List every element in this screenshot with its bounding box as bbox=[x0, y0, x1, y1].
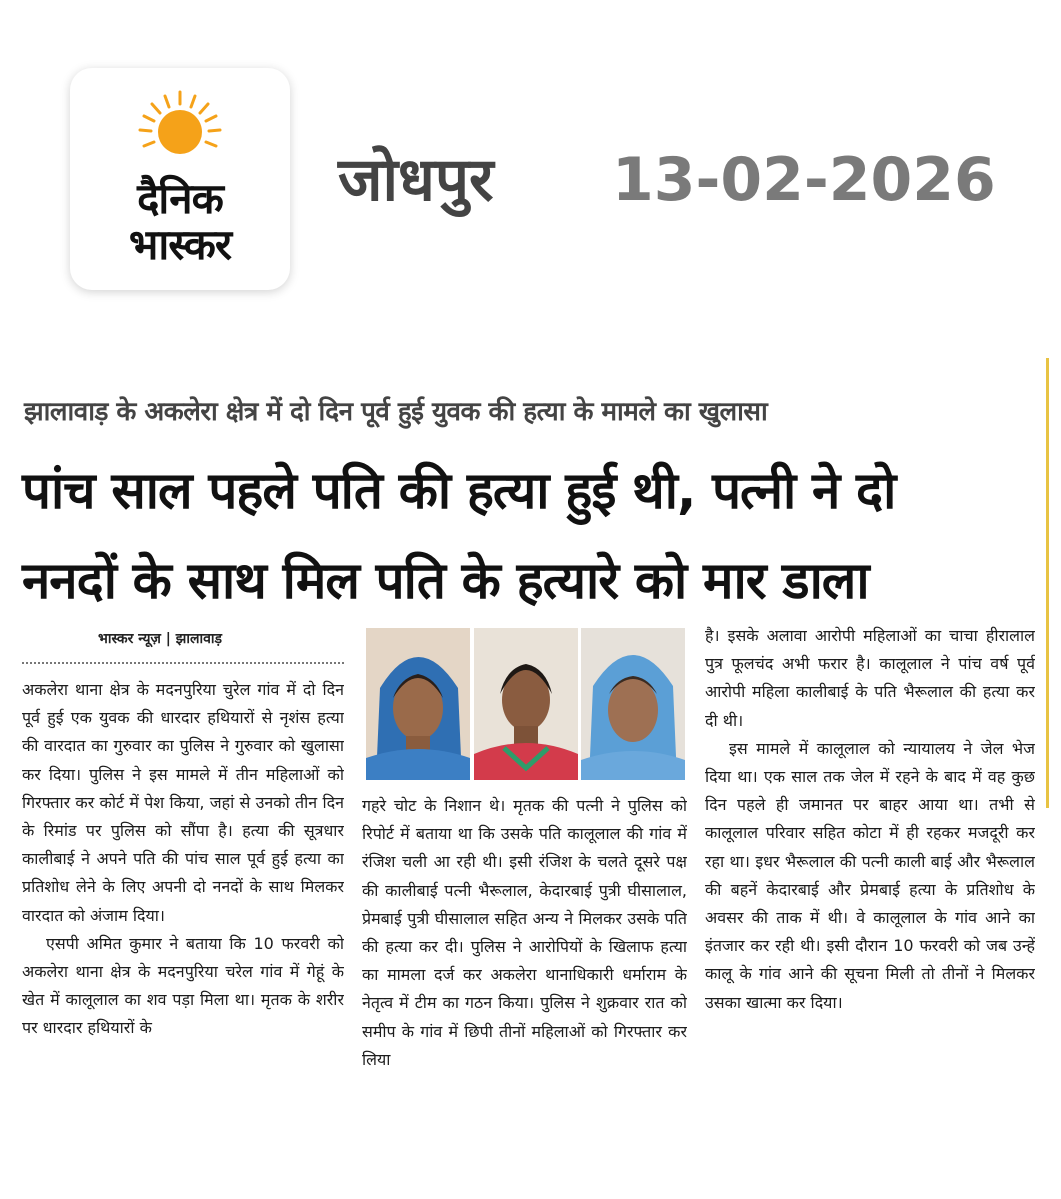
column-3-paragraph-1: है। इसके अलावा आरोपी महिलाओं का चाचा हीरालाल पुत्र फूलचंद अभी फरार है। कालूलाल ने पांच वर्ष पूर्व आरोपी महिला कालीबाई के पति भैरूलाल की हत्या कर दी थी। bbox=[705, 626, 1035, 730]
newspaper-logo bbox=[70, 68, 290, 290]
portrait-image bbox=[474, 628, 578, 780]
byline-divider bbox=[22, 662, 344, 664]
headline-line-1: पांच साल पहले पति की हत्या हुई थी, पत्नी ने दो bbox=[22, 462, 896, 521]
portrait-image bbox=[581, 628, 685, 780]
accused-photo-2 bbox=[474, 628, 578, 780]
clipping-edge bbox=[1046, 358, 1052, 808]
accused-photo-3 bbox=[581, 628, 685, 780]
sun-icon bbox=[120, 84, 240, 174]
edition-date: 13-02-2026 bbox=[612, 145, 996, 215]
column-3-paragraph-2: इस मामले में कालूलाल को न्यायालय ने जेल भेज दिया था। एक साल तक जेल में रहने के बाद में वह कुछ दिन पहले ही जमानत पर बाहर आया था। तभी से कालूलाल परिवार सहित कोटा में ही रहकर मजदूरी कर रहा था। इधर भैरूलाल की पत्नी काली बाई और भैरूलाल की बहनें केदारबाई और प्रेमबाई हत्या के प्रतिशोध के अवसर की ताक में थी। वे कालूलाल के गांव आने का इंतजार कर रही थी। इसी दौरान 10 फरवरी को जब उन्हें कालू के गांव आने की सूचना मिली तो तीनों ने मिलकर उसका खात्मा कर दिया। bbox=[705, 738, 1035, 1012]
portrait-image bbox=[366, 628, 470, 780]
article-column-2 bbox=[362, 792, 687, 1184]
article-kicker: झालावाड़ के अकलेरा क्षेत्र में दो दिन पूर्व हुई युवक की हत्या के मामले का खुलासा bbox=[24, 397, 768, 427]
article-column-3 bbox=[705, 622, 1035, 1184]
byline: भास्कर न्यूज़ | झालावाड़ bbox=[98, 631, 222, 647]
column-2-paragraph-1: गहरे चोट के निशान थे। मृतक की पत्नी ने पुलिस को रिपोर्ट में बताया था कि उसके पति कालूलाल की गांव में रंजिश चली आ रही थी। इसी रंजिश के चलते दूसरे पक्ष की कालीबाई पत्नी भैरूलाल, केदारबाई पुत्री घीसालाल, प्रेमबाई पुत्री घीसालाल सहित अन्य ने मिलकर उसके पति की हत्या कर दी। पुलिस ने आरोपियों के खिलाफ हत्या का मामला दर्ज कर अकलेरा थानाधिकारी धर्माराम के नेतृत्व में टीम का गठन किया। पुलिस ने शुक्रवार रात को समीप के गांव में छिपी तीनों महिलाओं को गिरफ्तार कर लिया bbox=[362, 796, 687, 1069]
logo-line-2: भास्कर bbox=[128, 220, 232, 269]
accused-photo-1 bbox=[366, 628, 470, 780]
headline-line-2: ननदों के साथ मिल पति के हत्यारे को मार डाला bbox=[22, 552, 869, 611]
column-1-paragraph-1: अकलेरा थाना क्षेत्र के मदनपुरिया चुरेल गांव में दो दिन पूर्व हुई एक युवक की धारदार हथियारों से नृशंस हत्या की वारदात का गुरुवार का पुलिस ने गुरुवार को खुलासा कर दिया। पुलिस ने इस मामले में तीन महिलाओं को गिरफ्तार कर कोर्ट में पेश किया, जहां से उनको तीन दिन के रिमांड पर पुलिस को सौंपा है। हत्या की सूत्रधार कालीबाई ने अपने पति की पांच साल पूर्व हुई हत्या का प्रतिशोध लेने के लिए अपनी दो ननदों के साथ मिलकर वारदात को अंजाम दिया। bbox=[22, 680, 344, 925]
logo-line-1: दैनिक bbox=[137, 174, 223, 223]
column-1-paragraph-2: एसपी अमित कुमार ने बताया कि 10 फरवरी को अकलेरा थाना क्षेत्र के मदनपुरिया चरेल गांव में गेहूं के खेत में कालूलाल का शव पड़ा मिला था। मृतक के शरीर पर धारदार हथियारों के bbox=[22, 933, 344, 1038]
edition-city: जोधपुर bbox=[338, 145, 494, 215]
article-column-1 bbox=[22, 676, 344, 1186]
